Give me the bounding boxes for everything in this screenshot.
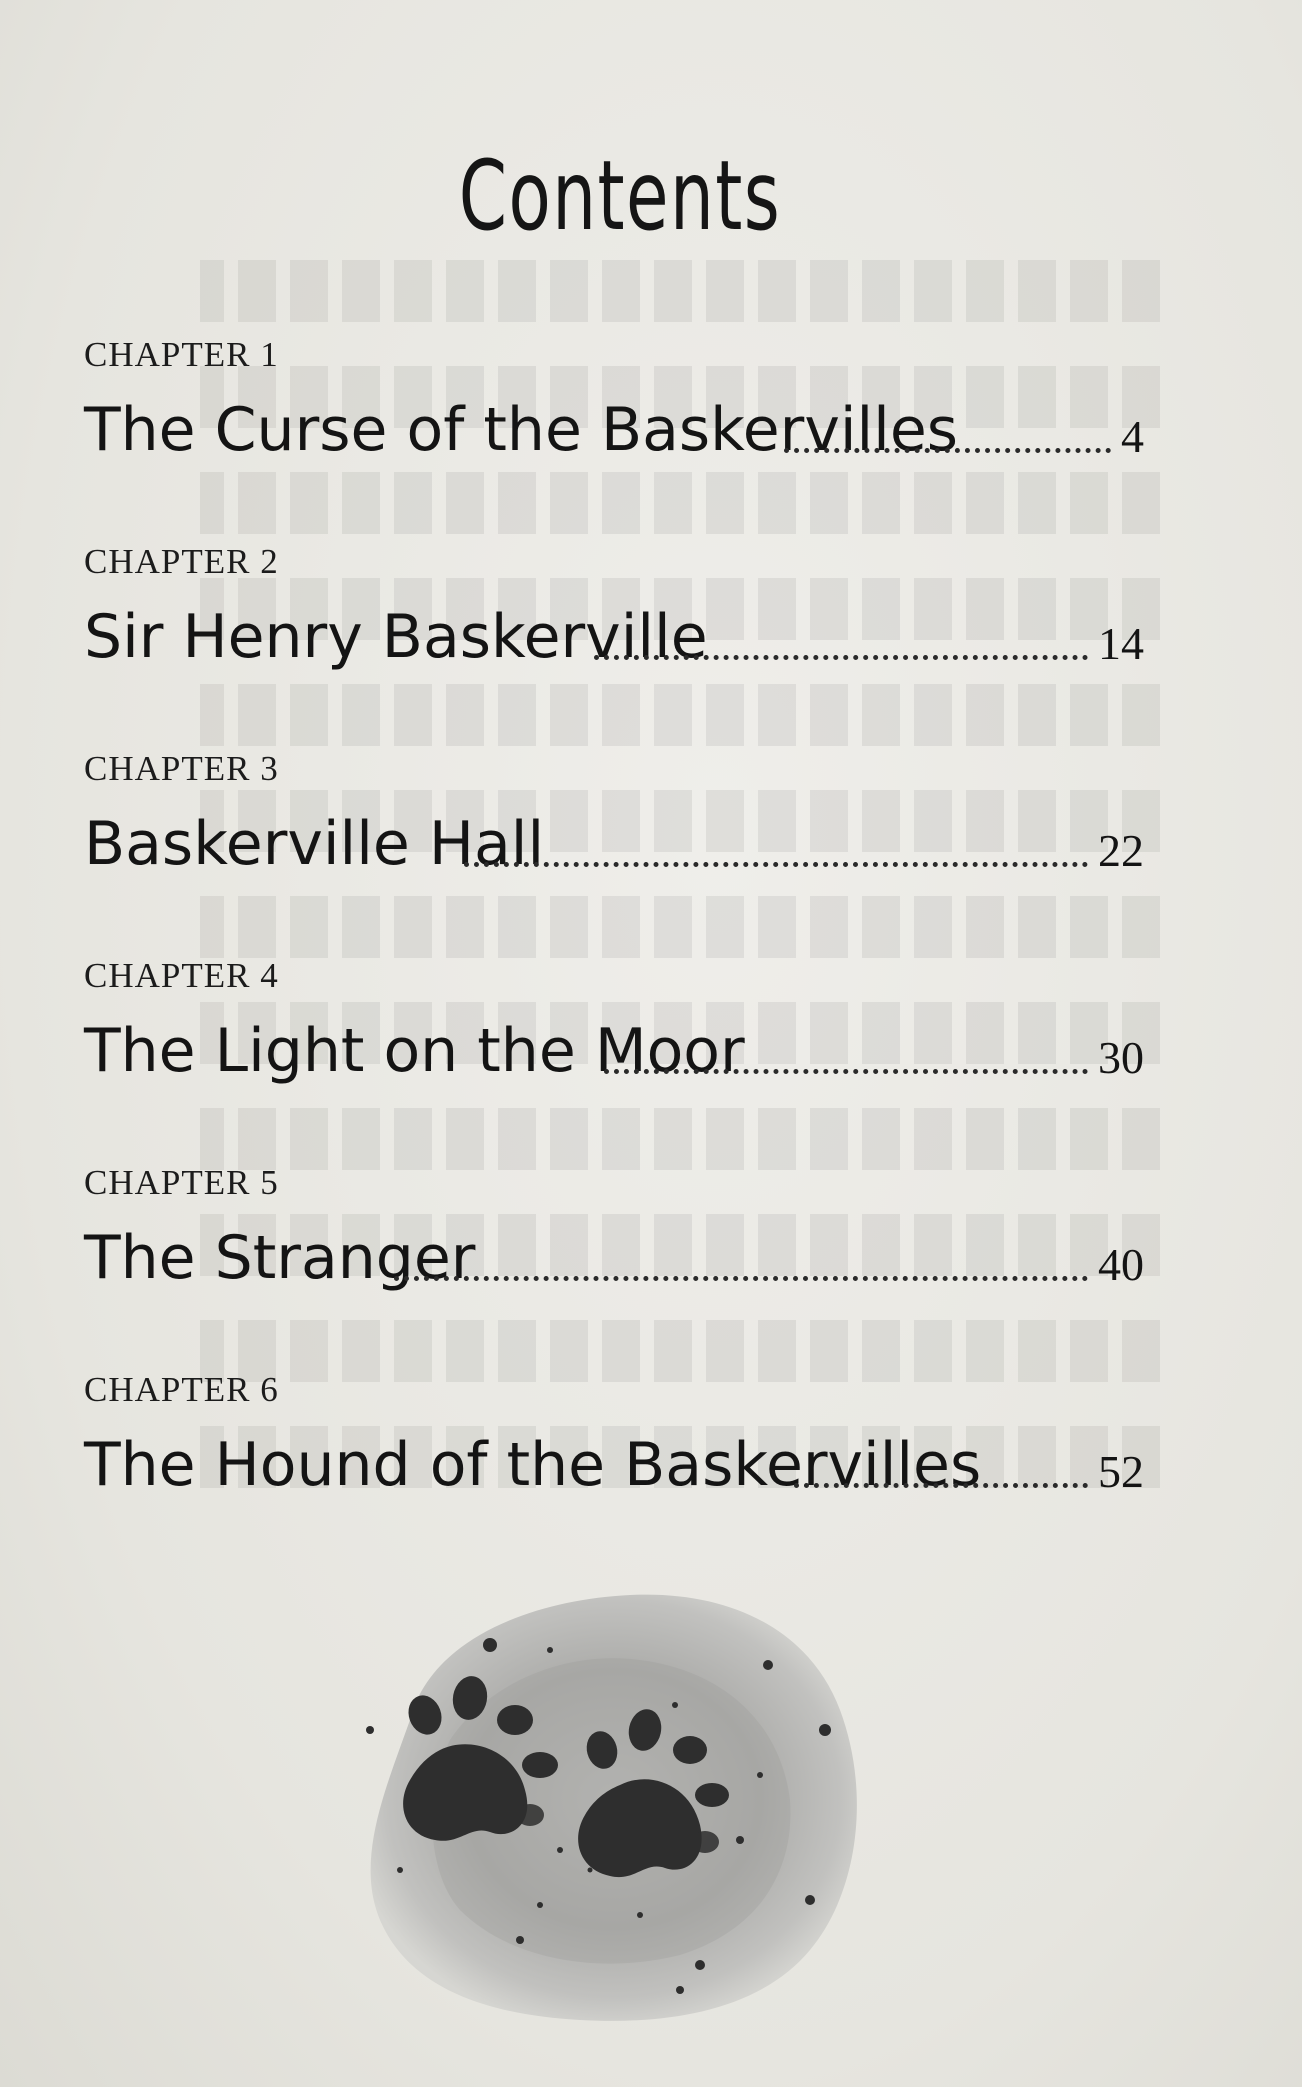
toc-entry-chapter-2[interactable] xyxy=(84,542,1144,749)
dot-leader xyxy=(594,655,1088,660)
dot-leader xyxy=(784,448,1111,453)
dot-leader xyxy=(794,1483,1088,1488)
page-number: 52 xyxy=(1098,1446,1144,1497)
page-title: Contents xyxy=(458,140,782,252)
toc-entry-chapter-3[interactable] xyxy=(84,749,1144,956)
chapter-label: CHAPTER 3 xyxy=(84,749,279,788)
chapter-label: CHAPTER 2 xyxy=(84,542,279,581)
page-number: 30 xyxy=(1098,1032,1144,1083)
chapter-title: The Stranger xyxy=(84,1223,476,1293)
chapter-row xyxy=(84,1420,1144,1500)
chapter-title: Baskerville Hall xyxy=(84,809,545,879)
paw-prints-icon xyxy=(340,1570,880,2030)
page-number: 22 xyxy=(1098,825,1144,876)
dot-leader xyxy=(464,862,1088,867)
chapter-title: Sir Henry Baskerville xyxy=(84,602,708,672)
dot-leader xyxy=(394,1276,1088,1281)
chapter-label: CHAPTER 4 xyxy=(84,956,279,995)
page-number: 40 xyxy=(1098,1239,1144,1290)
chapter-label: CHAPTER 1 xyxy=(84,335,279,374)
toc-entry-chapter-5[interactable] xyxy=(84,1163,1144,1370)
toc-entry-chapter-4[interactable] xyxy=(84,956,1144,1163)
chapter-row xyxy=(84,385,1144,465)
chapter-row xyxy=(84,1213,1144,1293)
chapter-row xyxy=(84,799,1144,879)
toc-entry-chapter-6[interactable] xyxy=(84,1370,1144,1577)
chapter-title: The Curse of the Baskervilles xyxy=(84,395,959,465)
chapter-label: CHAPTER 6 xyxy=(84,1370,279,1409)
chapter-title: The Hound of the Baskervilles xyxy=(84,1430,982,1500)
chapter-label: CHAPTER 5 xyxy=(84,1163,279,1202)
chapter-row xyxy=(84,592,1144,672)
table-of-contents xyxy=(84,335,1144,1577)
dot-leader xyxy=(604,1069,1088,1074)
page-number: 4 xyxy=(1121,411,1144,462)
toc-entry-chapter-1[interactable] xyxy=(84,335,1144,542)
chapter-title: The Light on the Moor xyxy=(84,1016,745,1086)
chapter-row xyxy=(84,1006,1144,1086)
page-number: 14 xyxy=(1098,618,1144,669)
